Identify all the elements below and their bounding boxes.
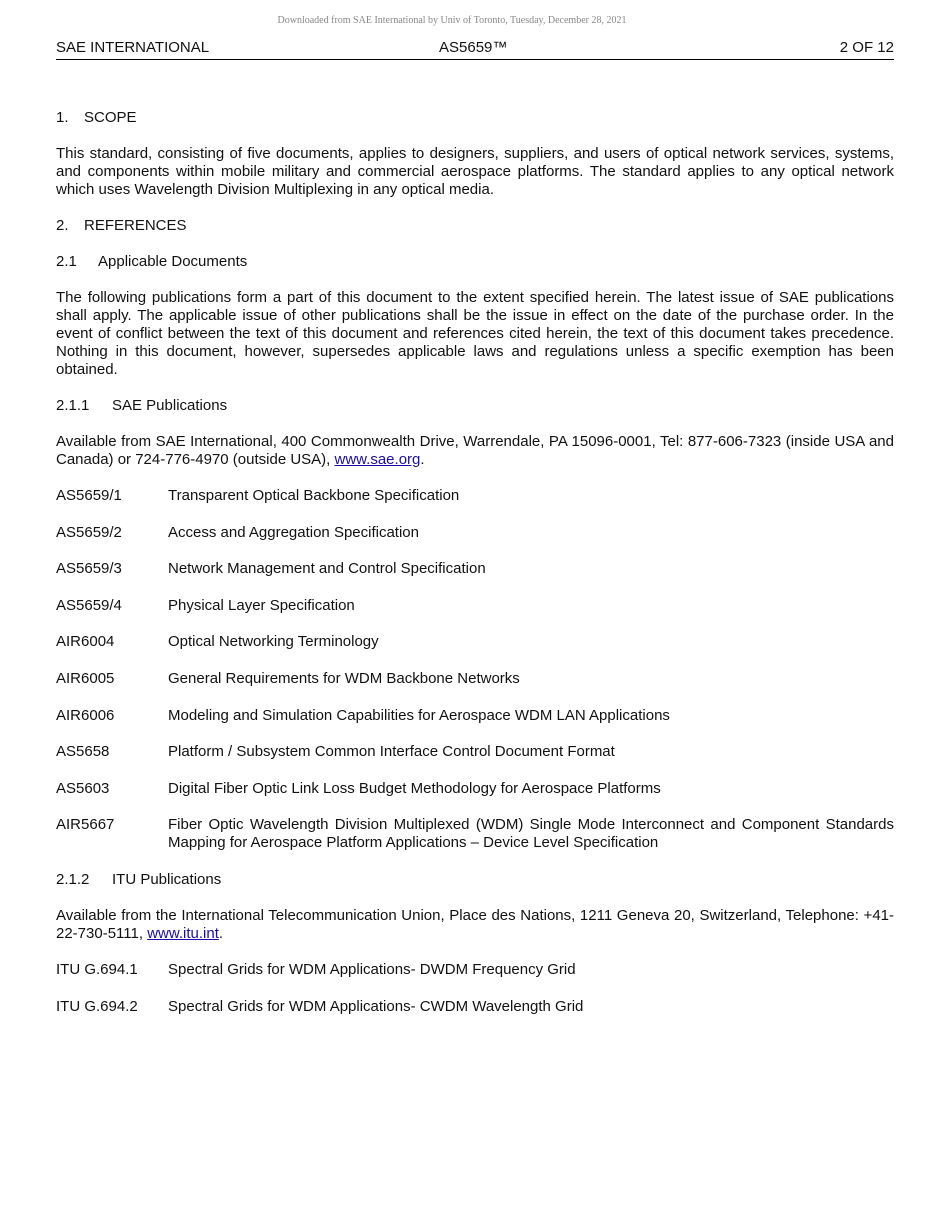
section-number: 2.1.1	[56, 397, 90, 414]
section-title: Applicable Documents	[98, 253, 248, 270]
document-body	[56, 109, 894, 1034]
reference-row	[56, 524, 894, 542]
section-1-heading	[56, 109, 894, 127]
header-page-number: 2 OF 12	[839, 39, 894, 56]
reference-id: AS5659/3	[56, 560, 122, 578]
reference-id: AS5659/1	[56, 487, 122, 504]
reference-title: Access and Aggregation Specification	[168, 523, 419, 541]
applicable-documents-paragraph: The following publications form a part of this document to the extent specified herein. The latest issue of SAE publications shall apply. The applicable issue of other publications shall be the issue in effect on the date of the purchase order. In the event of conflict between the text of this document and references cited herein, the text of this document takes precedence. Nothing in this document, however, supersedes applicable laws and regulations unless a specific exemption has been obtained.	[56, 289, 894, 378]
reference-id: AS5658	[56, 743, 110, 761]
reference-row	[56, 780, 894, 798]
section-title: SCOPE	[84, 109, 137, 126]
reference-row	[56, 816, 894, 852]
reference-title: Spectral Grids for WDM Applications- DWDM Frequency Grid	[168, 960, 576, 978]
reference-title: Optical Networking Terminology	[168, 633, 379, 651]
reference-row	[56, 707, 894, 725]
reference-title: Platform / Subsystem Common Interface Control Document Format	[168, 743, 615, 761]
section-number: 2.1	[56, 253, 77, 270]
reference-id: AIR5667	[56, 816, 115, 834]
reference-id: ITU G.694.1	[56, 960, 138, 978]
section-2-1-1-heading	[56, 397, 894, 415]
itu-availability-text: Available from the International Telecommunication Union, Place des Nations, 1211 Geneva 20, Switzerland, Telephone: +41-22-730-5111,	[56, 906, 894, 942]
reference-title: General Requirements for WDM Backbone Networks	[168, 669, 520, 687]
reference-id: AIR6006	[56, 706, 115, 724]
reference-row	[56, 670, 894, 688]
scope-paragraph: This standard, consisting of five documents, applies to designers, suppliers, and users of optical network services, systems, and components within mobile military and commercial aerospace platforms. The standard applies to any optical network which uses Wavelength Division Multiplexing in any optical media.	[56, 145, 894, 198]
reference-id: AS5603	[56, 779, 110, 797]
section-2-heading	[56, 217, 894, 235]
reference-id: AS5659/4	[56, 596, 122, 614]
section-number: 2.1.2	[56, 870, 90, 888]
reference-row	[56, 597, 894, 615]
sae-availability-paragraph	[56, 433, 894, 469]
section-title: REFERENCES	[84, 217, 187, 234]
reference-id: AIR6005	[56, 669, 115, 687]
reference-row	[56, 961, 894, 979]
reference-row	[56, 743, 894, 761]
reference-title: Network Management and Control Specification	[168, 560, 486, 578]
reference-row	[56, 633, 894, 651]
itu-website-link[interactable]: www.itu.int	[147, 924, 219, 942]
reference-title: Spectral Grids for WDM Applications- CWDM Wavelength Grid	[168, 997, 584, 1015]
section-number: 2.	[56, 217, 69, 234]
section-title: ITU Publications	[112, 870, 222, 888]
sae-availability-suffix: .	[420, 451, 425, 468]
reference-id: AIR6004	[56, 633, 115, 651]
reference-row	[56, 560, 894, 578]
reference-row	[56, 487, 894, 505]
reference-title: Transparent Optical Backbone Specification	[168, 487, 460, 504]
section-2-1-2-heading	[56, 871, 894, 889]
reference-title: Modeling and Simulation Capabilities for Aerospace WDM LAN Applications	[168, 706, 670, 724]
header-organization: SAE INTERNATIONAL	[56, 39, 210, 56]
reference-title: Physical Layer Specification	[168, 596, 355, 614]
itu-availability-paragraph	[56, 907, 894, 943]
itu-reference-list	[56, 961, 894, 1016]
section-2-1-heading	[56, 253, 894, 271]
reference-id: ITU G.694.2	[56, 997, 138, 1015]
reference-title: Fiber Optic Wavelength Division Multiplexed (WDM) Single Mode Interconnect and Component Standards Mapping for Aerospace Platform Applications – Device Level Specification	[168, 816, 894, 852]
section-number: 1.	[56, 109, 69, 126]
header-document-number: AS5659™	[439, 39, 508, 56]
sae-availability-text: Available from SAE International, 400 Commonwealth Drive, Warrendale, PA 15096-0001, Tel: 877-606-7323 (inside USA and Canada) or 724-776-4970 (outside USA),	[56, 433, 894, 468]
itu-availability-suffix: .	[218, 924, 224, 942]
sae-reference-list	[56, 487, 894, 852]
section-title: SAE Publications	[112, 397, 228, 414]
reference-title: Digital Fiber Optic Link Loss Budget Methodology for Aerospace Platforms	[168, 779, 661, 797]
sae-website-link[interactable]: www.sae.org	[334, 451, 421, 468]
reference-row	[56, 998, 894, 1016]
page-header	[56, 38, 894, 60]
download-watermark: Downloaded from SAE International by Univ of Toronto, Tuesday, December 28, 2021	[277, 15, 627, 26]
reference-id: AS5659/2	[56, 523, 122, 541]
